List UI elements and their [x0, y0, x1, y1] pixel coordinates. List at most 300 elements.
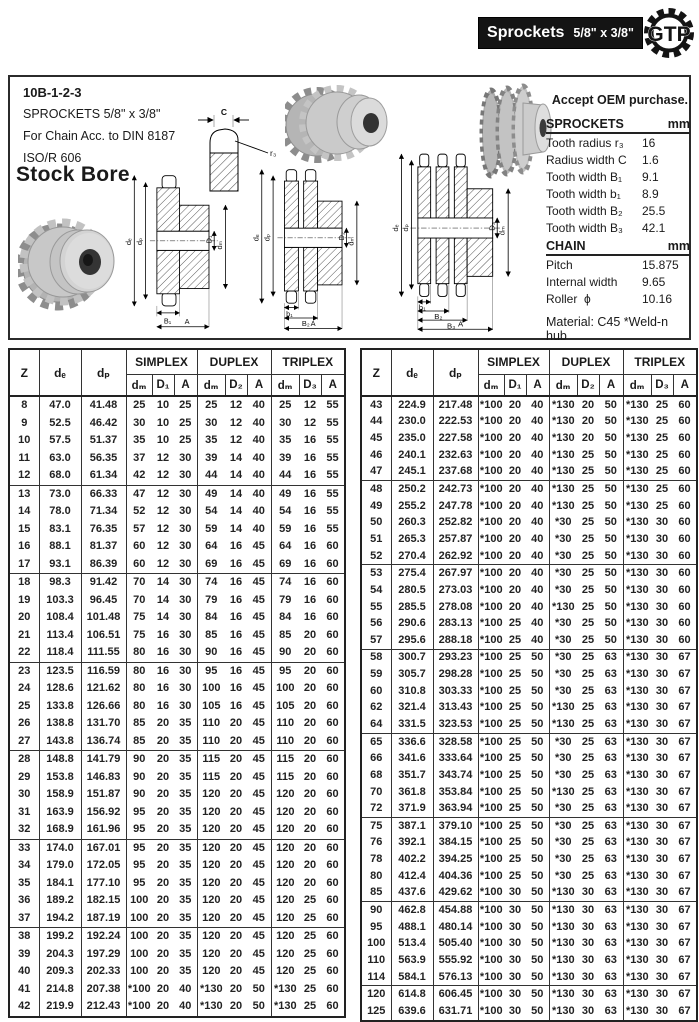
- cell: 47.0: [39, 396, 81, 415]
- table-row: [9, 786, 345, 804]
- cell: 64: [197, 538, 225, 556]
- col-a: A: [673, 375, 697, 397]
- table-row: [361, 481, 697, 498]
- cell: 45: [252, 699, 265, 712]
- cell: 25: [508, 752, 522, 765]
- cell: 115: [197, 769, 225, 787]
- cell: 40: [531, 465, 544, 478]
- cell: 50: [604, 633, 617, 646]
- cell: 63: [604, 717, 617, 730]
- cell: 90: [197, 644, 225, 662]
- cell: 60: [678, 499, 691, 512]
- cell: 30: [174, 574, 197, 592]
- table-row: [361, 414, 697, 431]
- cell: *130: [623, 498, 651, 515]
- cell: 63: [604, 701, 617, 714]
- cell: 120: [197, 875, 225, 893]
- col-de: dₑ: [39, 349, 81, 396]
- cell: 25: [179, 434, 192, 447]
- cell: 41: [18, 982, 31, 995]
- cell: 25: [508, 617, 522, 630]
- table-row: [361, 396, 697, 414]
- cell: 21: [18, 628, 31, 641]
- cell: 14: [18, 505, 31, 518]
- cell: 50: [252, 1000, 265, 1013]
- cell: 49: [370, 499, 383, 512]
- cell: 402.2: [391, 851, 433, 868]
- cell: 313.43: [433, 700, 478, 717]
- material-note: Material: C45 *Weld-n hub: [546, 315, 669, 343]
- cell: 394.25: [433, 851, 478, 868]
- cell: 25: [271, 396, 299, 415]
- cell: 45: [252, 717, 265, 730]
- cell: 51.37: [81, 432, 126, 450]
- cell: 91.42: [81, 574, 126, 592]
- table-row: [9, 928, 345, 946]
- cell: 20: [225, 839, 247, 857]
- cell: 40: [531, 600, 544, 613]
- table-row: [9, 981, 345, 999]
- table-row: [9, 769, 345, 787]
- cell: 57.5: [39, 432, 81, 450]
- cell: 172.05: [81, 857, 126, 875]
- cell: 30: [504, 986, 526, 1003]
- cell: 222.53: [433, 414, 478, 431]
- cell: Internal width: [546, 274, 618, 289]
- cell: 55: [321, 485, 345, 503]
- cell: 120: [271, 821, 299, 839]
- cell: *100: [478, 800, 504, 817]
- cell: 148.8: [39, 751, 81, 769]
- cell: 12: [152, 485, 174, 503]
- cell: 16: [156, 682, 170, 695]
- cell: 30: [655, 583, 669, 596]
- cell: 67: [678, 701, 691, 714]
- cell: *30: [549, 868, 577, 885]
- cell: 60: [678, 617, 691, 630]
- cell: 50: [604, 617, 617, 630]
- cell: 141.79: [81, 751, 126, 769]
- cell: Pitch: [546, 257, 573, 272]
- cell: 100: [367, 937, 386, 950]
- cell: 35: [174, 839, 197, 857]
- cell: 60: [326, 911, 339, 924]
- cell: 336.6: [391, 733, 433, 750]
- cell: 120: [197, 946, 225, 964]
- cell: 30: [655, 1004, 669, 1017]
- table-row: [361, 969, 697, 986]
- col-d2: D₂: [225, 375, 247, 397]
- cell: 462.8: [391, 902, 433, 919]
- cell: 20: [508, 398, 522, 411]
- cell: 20: [303, 717, 317, 730]
- cell: 60: [326, 823, 339, 836]
- cell: 30: [655, 886, 669, 899]
- table-row: [361, 649, 697, 666]
- cell: 30: [179, 522, 192, 535]
- cell: 10: [156, 434, 170, 447]
- col-simplex: SIMPLEX: [478, 349, 549, 375]
- cell: 60: [678, 465, 691, 478]
- cell: 20: [508, 448, 522, 461]
- cell: *130: [623, 683, 651, 700]
- cell: 120: [271, 839, 299, 857]
- cell: 75: [126, 627, 152, 645]
- cell: 20: [229, 947, 243, 960]
- cell: 242.73: [433, 481, 478, 498]
- cell: 50: [531, 785, 544, 798]
- cell: 50: [531, 752, 544, 765]
- cell: 59: [197, 521, 225, 539]
- cell: 46.42: [81, 415, 126, 433]
- cell: 65: [361, 733, 391, 750]
- cell: *100: [478, 565, 504, 582]
- cell: 39: [197, 450, 225, 468]
- cell: 14: [229, 522, 243, 535]
- cell: 120: [197, 839, 225, 857]
- cell: 584.1: [391, 969, 433, 986]
- dim-label-de: dₑ: [251, 234, 261, 242]
- cell: 9.1: [642, 169, 659, 184]
- table-row: [546, 255, 690, 273]
- cell: 240.1: [391, 447, 433, 464]
- cell: 110: [197, 733, 225, 751]
- cell: 158.9: [39, 786, 81, 804]
- gtp-logo: [641, 4, 697, 64]
- cell: 45: [252, 894, 265, 907]
- cell: 25: [508, 633, 522, 646]
- sprocket-table-right: [360, 348, 697, 1022]
- cell: 12: [156, 505, 170, 518]
- table-row: [9, 556, 345, 574]
- cell: 60: [326, 682, 339, 695]
- cell: 321.4: [391, 700, 433, 717]
- cell: *130: [549, 919, 577, 936]
- cell: 25: [581, 516, 595, 529]
- cell: 30: [651, 733, 673, 750]
- cell: 328.58: [433, 733, 478, 750]
- cell: 45: [252, 859, 265, 872]
- cell: *130: [623, 919, 651, 936]
- cell: 58: [361, 649, 391, 666]
- cell: 25: [581, 684, 595, 697]
- cell: 63: [604, 752, 617, 765]
- cell: 392.1: [391, 835, 433, 852]
- cell: 16: [303, 522, 317, 535]
- cell: 20: [504, 481, 526, 498]
- cell: *130: [623, 582, 651, 599]
- cell: 80: [126, 662, 152, 680]
- cell: 60: [326, 805, 339, 818]
- cell: *130: [623, 784, 651, 801]
- cell: 110: [271, 715, 299, 733]
- cell: *130: [623, 531, 651, 548]
- cell: 67: [678, 752, 691, 765]
- cell: 48: [361, 481, 391, 498]
- cell: 30: [655, 970, 669, 983]
- cell: 25: [655, 448, 669, 461]
- col-a: A: [247, 375, 271, 397]
- cell: 25: [581, 668, 595, 681]
- cell: 25.5: [642, 203, 666, 218]
- cell: 30: [655, 937, 669, 950]
- cell: 35: [179, 965, 192, 978]
- cell: 25: [303, 965, 317, 978]
- cell: 50: [531, 937, 544, 950]
- table-row: [9, 485, 345, 503]
- cell: 45: [247, 751, 271, 769]
- cell: 38: [9, 928, 39, 946]
- cell: Tooth width B₂: [546, 203, 623, 218]
- cell: 32: [18, 823, 31, 836]
- cell: 100: [197, 680, 225, 698]
- cell: 45: [252, 965, 265, 978]
- cell: 20: [156, 805, 170, 818]
- cell: 50: [604, 499, 617, 512]
- cell: 16: [303, 434, 317, 447]
- cell: *130: [549, 481, 577, 498]
- table-row: [361, 548, 697, 565]
- table-row: [9, 857, 345, 875]
- cell: 85: [126, 733, 152, 751]
- cell: 45: [252, 557, 265, 570]
- cell: 64: [271, 538, 299, 556]
- table-row: [361, 750, 697, 767]
- cell: 79: [271, 592, 299, 610]
- cell: 35: [179, 876, 192, 889]
- table-header-row: [361, 349, 697, 375]
- cell: 35: [271, 432, 299, 450]
- table-row: [9, 644, 345, 662]
- cell: 30: [508, 937, 522, 950]
- cell: *130: [549, 498, 577, 515]
- cell: 113.4: [39, 627, 81, 645]
- oem-note: Accept OEM purchase.: [551, 93, 688, 107]
- table-row: [361, 582, 697, 599]
- cell: 55: [326, 434, 339, 447]
- cell: 25: [581, 836, 595, 849]
- cell: *130: [549, 700, 577, 717]
- cell: 42: [126, 467, 152, 485]
- cell: 67: [673, 733, 697, 750]
- cell: 20: [303, 628, 317, 641]
- table-row: [361, 851, 697, 868]
- cell: 20: [303, 876, 317, 889]
- cell: 30: [651, 986, 673, 1003]
- cell: 20: [156, 1000, 170, 1013]
- cell: *130: [623, 414, 651, 431]
- cell: *100: [478, 481, 504, 498]
- cell: 305.7: [391, 666, 433, 683]
- cell: 15.875: [642, 257, 679, 272]
- cell: 25: [303, 982, 317, 995]
- cell: 30: [504, 902, 526, 919]
- cell: *100: [478, 615, 504, 632]
- cell: 25: [651, 481, 673, 498]
- col-dp: dₚ: [81, 349, 126, 396]
- cell: 20: [299, 839, 321, 857]
- cell: *130: [623, 733, 651, 750]
- cell: 20: [508, 432, 522, 445]
- cell: *30: [549, 733, 577, 750]
- cell: 19: [18, 593, 31, 606]
- cell: 60: [678, 415, 691, 428]
- cell: 20: [303, 646, 317, 659]
- cell: *130: [623, 986, 651, 1003]
- cell: 25: [197, 396, 225, 415]
- table-row: [9, 804, 345, 822]
- dim-label-dp: dₚ: [135, 237, 145, 246]
- cell: 16: [303, 593, 317, 606]
- cell: 174.0: [39, 839, 81, 857]
- cell: 45: [252, 770, 265, 783]
- cell: 85: [126, 715, 152, 733]
- cell: 631.71: [433, 1003, 478, 1021]
- cell: 70: [126, 592, 152, 610]
- table-row: [546, 185, 690, 202]
- cell: 255.2: [391, 498, 433, 515]
- table-row: [361, 952, 697, 969]
- cell: 323.53: [433, 716, 478, 733]
- table-row: [361, 800, 697, 817]
- cell: 219.9: [39, 998, 81, 1017]
- cell: 120: [197, 804, 225, 822]
- dim-label-b1: b₁: [286, 309, 293, 319]
- cell: 67: [678, 668, 691, 681]
- cell: 40: [252, 469, 265, 482]
- cell: 60: [321, 928, 345, 946]
- cell: *100: [478, 632, 504, 649]
- cell: 247.78: [433, 498, 478, 515]
- cell: 30: [655, 836, 669, 849]
- table-row: [361, 716, 697, 733]
- cell: 14: [225, 485, 247, 503]
- col-d3: D₃: [299, 375, 321, 397]
- cell: *100: [478, 969, 504, 986]
- cell: *30: [549, 615, 577, 632]
- cell: *30: [549, 683, 577, 700]
- cell: 101.48: [81, 609, 126, 627]
- cell: 30: [179, 469, 192, 482]
- cell: 16: [225, 662, 247, 680]
- cell: 30: [508, 920, 522, 933]
- cell: *100: [478, 851, 504, 868]
- cell: 50: [526, 649, 549, 666]
- cell: 75: [126, 609, 152, 627]
- cell: 30: [577, 902, 599, 919]
- cell: 30: [179, 611, 192, 624]
- cell: 56.35: [81, 450, 126, 468]
- cell: 30: [581, 937, 595, 950]
- table-row: [9, 963, 345, 981]
- cell: 260.3: [391, 514, 433, 531]
- cell: 126.66: [81, 698, 126, 716]
- cell: 25: [581, 448, 595, 461]
- table-header-row: [9, 349, 345, 375]
- cell: 20: [229, 911, 243, 924]
- table-row: [361, 767, 697, 784]
- cell: *30: [549, 582, 577, 599]
- cell: 12: [303, 399, 317, 412]
- cell: 10: [156, 416, 170, 429]
- cell: 74: [271, 574, 299, 592]
- cell: 52: [126, 503, 152, 521]
- cell: *130: [623, 716, 651, 733]
- cell: 45: [252, 682, 265, 695]
- cell: 15: [18, 522, 31, 535]
- cell: 50: [604, 415, 617, 428]
- cell: *30: [549, 851, 577, 868]
- cell: 30: [126, 415, 152, 433]
- cell: 67: [678, 853, 691, 866]
- col-de: dₑ: [391, 349, 433, 396]
- table-row: [361, 514, 697, 531]
- cell: 341.6: [391, 750, 433, 767]
- cell: 13: [9, 485, 39, 503]
- cell: 90: [361, 902, 391, 919]
- cell: 30: [581, 886, 595, 899]
- cell: 30: [179, 593, 192, 606]
- cell: 250.2: [391, 481, 433, 498]
- cell: 84: [271, 609, 299, 627]
- cell: 60: [326, 947, 339, 960]
- cell: *100: [478, 447, 504, 464]
- cell: 12: [18, 469, 31, 482]
- cell: 235.0: [391, 430, 433, 447]
- table-row: [546, 151, 690, 168]
- cell: 73.0: [39, 485, 81, 503]
- cell: 115: [271, 769, 299, 787]
- cell: 60: [326, 540, 339, 553]
- cell: 16: [229, 593, 243, 606]
- spec-unit: mm: [642, 239, 690, 255]
- simplex-sprocket-photo: [18, 189, 124, 331]
- cell: 25: [18, 699, 31, 712]
- cell: 85: [197, 627, 225, 645]
- cell: 187.19: [81, 910, 126, 928]
- cell: 30: [655, 617, 669, 630]
- cell: 25: [179, 399, 192, 412]
- col-z: Z: [9, 349, 39, 396]
- cell: *100: [478, 414, 504, 431]
- cell: 310.8: [391, 683, 433, 700]
- cell: 60: [326, 859, 339, 872]
- cell: 189.2: [39, 892, 81, 910]
- cell: 60: [326, 611, 339, 624]
- cell: *130: [623, 868, 651, 885]
- cell: 60: [326, 788, 339, 801]
- table-row: [361, 868, 697, 885]
- cell: *100: [478, 835, 504, 852]
- cell: 125: [367, 1004, 386, 1017]
- cell: *30: [549, 818, 577, 835]
- col-d1: D₁: [152, 375, 174, 397]
- col-d3: D₃: [651, 375, 673, 397]
- cell: 25: [581, 802, 595, 815]
- cell: 54: [370, 583, 383, 596]
- cell: 67: [678, 836, 691, 849]
- col-d1: D₁: [504, 375, 526, 397]
- cell: Tooth width b₁: [546, 186, 621, 201]
- cell: 16: [642, 135, 656, 150]
- cell: 204.3: [39, 946, 81, 964]
- cell: *100: [478, 750, 504, 767]
- table-row: [9, 910, 345, 928]
- cell: 63: [604, 768, 617, 781]
- cell: 63: [604, 953, 617, 966]
- cell: 50: [531, 920, 544, 933]
- cell: 20: [303, 682, 317, 695]
